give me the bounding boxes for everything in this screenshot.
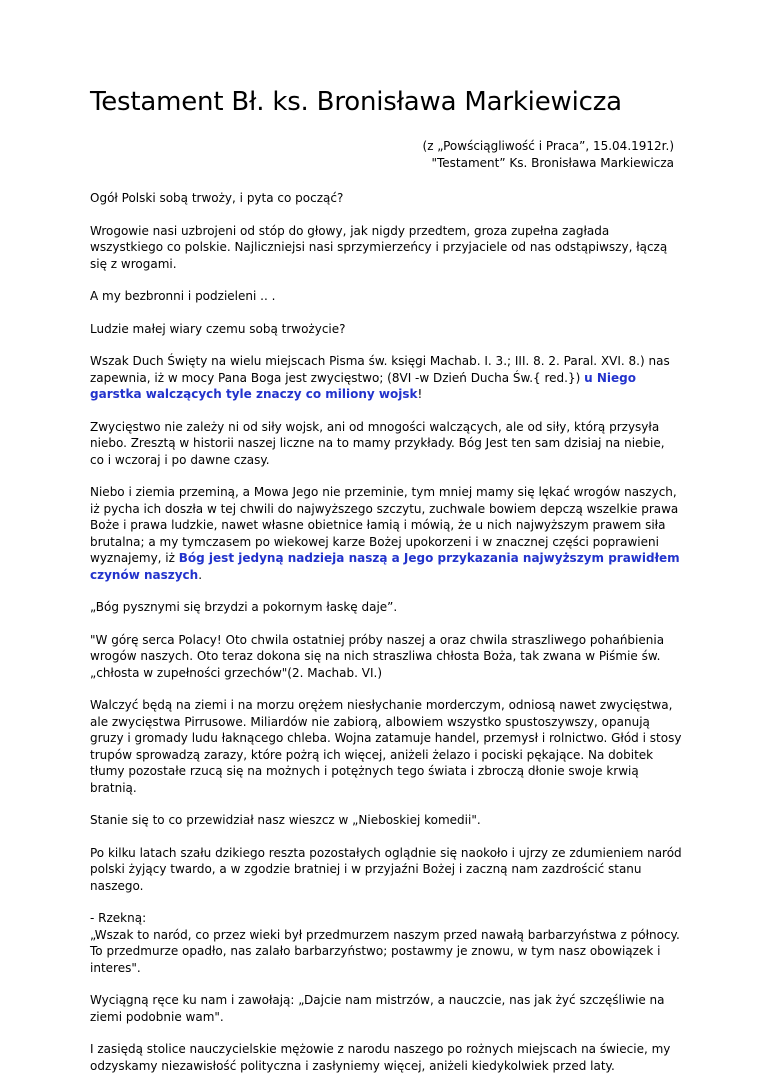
paragraph-1: Ogół Polski sobą trwoży, i pyta co począć? [90, 191, 344, 205]
paragraph-7-end: . [198, 567, 203, 582]
document-page [90, 86, 682, 1074]
paragraph-7 [90, 484, 682, 583]
paragraph-3: A my bezbronni i podzieleni .. . [90, 289, 276, 303]
paragraph-4: Ludzie małej wiary czemu sobą trwożycie? [90, 321, 346, 336]
paragraph-10: Walczyć będą na ziemi i na morzu orężem niesłychanie morderczym, odniosą nawet zwycięstwa, ale zwycięstwa Pirrusowe. Miliardów nie zabiorą, albowiem wszystko spustoszywszy, opanują gruzy i gromady ludu łaknącego chleba. Wojna zatamuje handel, przemysł i rolnictwo. Głód i stosy trupów sprowadzą zarazy, które pożrą ich więcej, aniżeli żelazo i pociski pękające. Na dobitek tłumy pozostałe rzucą się na możnych i potężnych tego świata i zbroczą dłonie swoje krwią bratnią. [90, 698, 682, 795]
paragraph-9: "W górę serca Polacy! Oto chwila ostatniej próby naszej a oraz chwila straszliwego pohańbienia wrogów naszych. Oto teraz dokona się na nich straszliwa chłosta Boża, tak zwana w Piśmie św. „chłosta w zupełności grzechów"(2. Machab. VI.) [90, 632, 665, 680]
paragraph-6: Zwycięstwo nie zależy ni od siły wojsk, ani od mnogości walczących, ale od siły, którą przysyła niebo. Zresztą w historii naszej liczne na to mamy przykłady. Bóg Jest ten sam dzisiaj na niebie, co i wczoraj i po dawne czasy. [90, 419, 665, 467]
paragraph-11: Stanie się to co przewidział nasz wieszcz w „Nieboskiej komedii". [90, 813, 481, 827]
paragraph-12: Po kilku latach szału dzikiego reszta pozostałych oglądnie się naokoło i ujrzy ze zdumieniem naród polski żyjący twardo, a w zgodzie bratniej i w przyjaźni Bożej i zaczną nam zazdrościć stanu naszego. [90, 845, 682, 893]
paragraph-13-intro: - Rzekną: [90, 911, 147, 925]
paragraph-5-text: Wszak Duch Święty na wielu miejscach Pisma św. księgi Machab. I. 3.; III. 8. 2. Paral. XVI. 8.) nas zapewnia, iż w mocy Pana Boga jest zwycięstwo; (8VI -w Dzień Ducha Św.{ red.}) [90, 354, 670, 385]
paragraph-13 [90, 910, 682, 976]
paragraph-15: I zasiędą stolice nauczycielskie mężowie z narodu naszego po rożnych miejscach na świecie, my odzyskamy niezawisłość polityczna i zasłyniemy więcej, aniżeli kiedykolwiek przed laty. [90, 1042, 671, 1073]
document-title: Testament Bł. ks. Bronisława Markiewicza [90, 87, 622, 117]
paragraph-5 [90, 353, 682, 403]
paragraph-13-quote: „Wszak to naród, co przez wieki był przedmurzem naszym przed nawałą barbarzyństwa z północy. To przedmurze opadło, nas zalało barbarzyństwo; postawmy je znowu, w tym nasz obowiązek i interes". [90, 927, 680, 975]
paragraph-5-end: ! [417, 387, 423, 401]
source-citation [90, 138, 674, 172]
source-line-2: "Testament” Ks. Bronisława Markiewicza [431, 156, 674, 170]
paragraph-2: Wrogowie nasi uzbrojeni od stóp do głowy, jak nigdy przedtem, groza zupełna zagłada wszystkiego co polskie. Najliczniejsi nasi sprzymierzeńcy i przyjaciele od nas odstąpiwszy, łączą się z wrogami. [90, 223, 668, 271]
paragraph-5-highlight: u Niego garstka walczących tyle znaczy co miliony wojsk [90, 370, 636, 401]
paragraph-7-text: Niebo i ziemia przeminą, a Mowa Jego nie przeminie, tym mniej mamy się lękać wrogów naszych, iż pycha ich doszła w tej chwili do najwyższego szczytu, zuchwale bowiem depczą wszelkie prawa Boże i prawa ludzkie, nawet własne obietnice łamią i mówią, że u nich najwyższym prawem siła brutalna; a my tymczasem po wiekowej karze Bożej upokorzeni i w znacznej części poprawieni wyznajemy, iż [90, 485, 679, 565]
source-line-1: (z „Powściągliwość i Praca”, 15.04.1912r.) [422, 139, 674, 153]
paragraph-14: Wyciągną ręce ku nam i zawołają: „Dajcie nam mistrzów, a nauczcie, nas jak żyć szczęśliwie na ziemi podobnie wam". [90, 993, 665, 1024]
paragraph-7-highlight: Bóg jest jedyną nadzieja naszą a Jego przykazania najwyższym prawidłem czynów naszych [90, 551, 680, 582]
paragraph-8: „Bóg pysznymi się brzydzi a pokornym łaskę daje”. [90, 600, 398, 614]
